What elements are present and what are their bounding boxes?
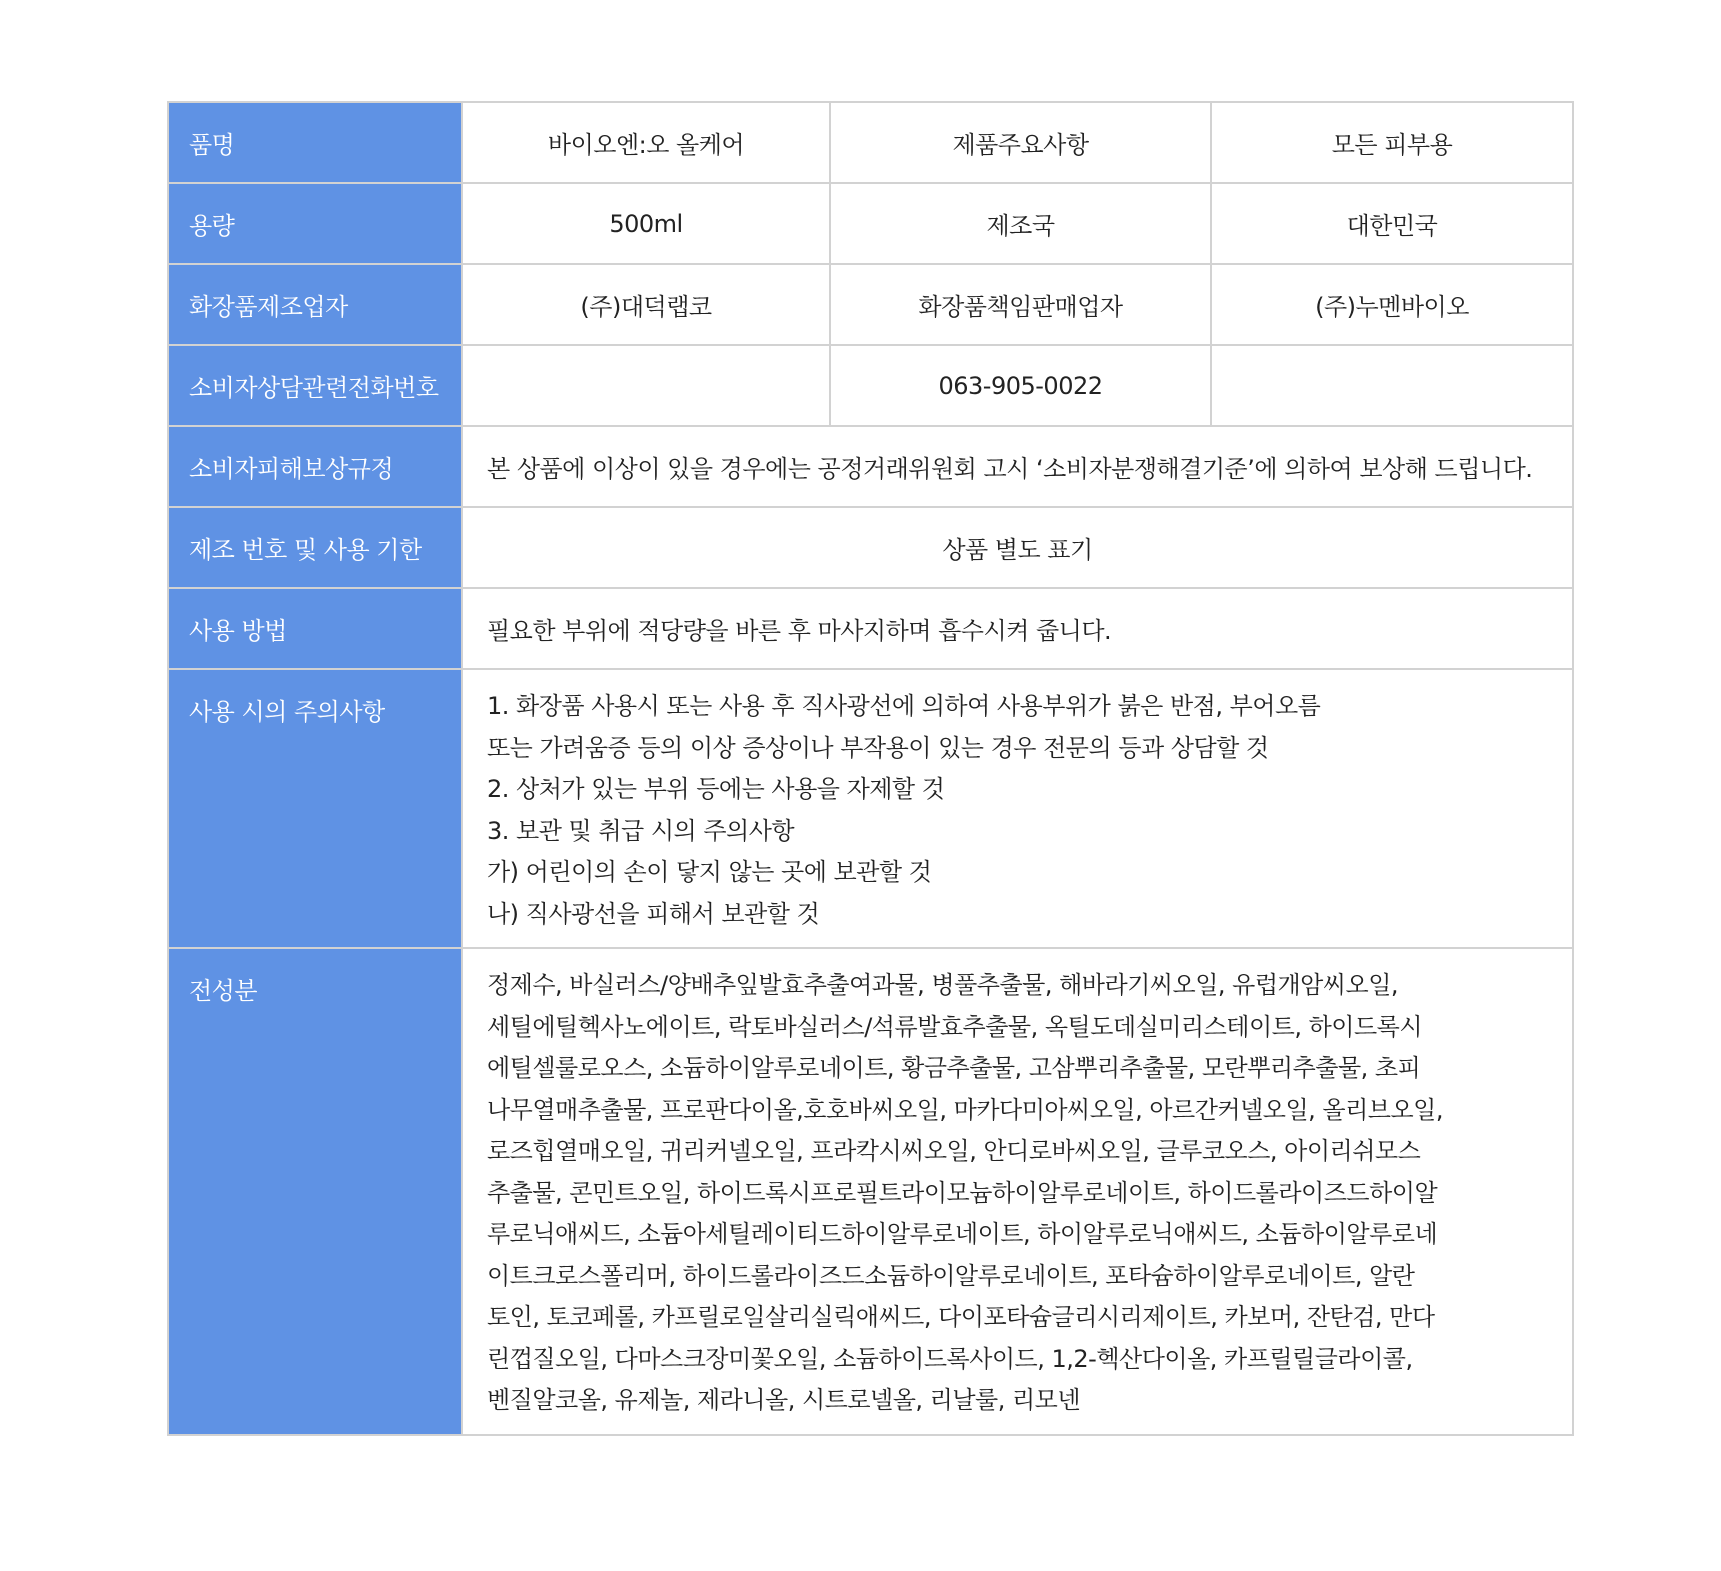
ingredient-line: 정제수, 바실러스/양배추잎발효추출여과물, 병풀추출물, 해바라기씨오일, 유럽개암씨오일, bbox=[487, 971, 1399, 999]
value-compensation: 본 상품에 이상이 있을 경우에는 공정거래위원회 고시 ‘소비자분쟁해결기준’에 의하여 보상해 드립니다. bbox=[462, 426, 1573, 507]
value-volume: 500ml bbox=[462, 183, 830, 264]
value-country: 대한민국 bbox=[1211, 183, 1573, 264]
label-cautions: 사용 시의 주의사항 bbox=[168, 669, 462, 948]
row-cautions bbox=[168, 669, 1573, 948]
row-manufacturer bbox=[168, 264, 1573, 345]
ingredient-line: 세틸에틸헥사노에이트, 락토바실러스/석류발효추출물, 옥틸도데실미리스테이트, 하이드록시 bbox=[487, 1012, 1423, 1041]
caution-line: 1. 화장품 사용시 또는 사용 후 직사광선에 의하여 사용부위가 붉은 반점, 부어오름 bbox=[487, 692, 1321, 720]
label-consumer-phone: 소비자상담관련전화번호 bbox=[168, 345, 462, 426]
caution-line: 나) 직사광선을 피해서 보관할 것 bbox=[487, 899, 820, 928]
row-expiry bbox=[168, 507, 1573, 588]
label-main-feature: 제품주요사항 bbox=[830, 102, 1211, 183]
row-volume bbox=[168, 183, 1573, 264]
row-product-name bbox=[168, 102, 1573, 183]
value-consumer-phone: 063-905-0022 bbox=[830, 345, 1211, 426]
value-distributor: (주)누멘바이오 bbox=[1211, 264, 1573, 345]
row-ingredients bbox=[168, 948, 1573, 1435]
caution-line: 가) 어린이의 손이 닿지 않는 곳에 보관할 것 bbox=[487, 858, 932, 886]
ingredient-line: 추출물, 콘민트오일, 하이드록시프로필트라이모늄하이알루로네이트, 하이드롤라이즈드하이알 bbox=[487, 1178, 1438, 1207]
label-usage: 사용 방법 bbox=[168, 588, 462, 669]
product-info-table bbox=[167, 101, 1574, 1436]
row-consumer-phone bbox=[168, 345, 1573, 426]
value-cautions bbox=[462, 669, 1573, 948]
empty-cell-right bbox=[1211, 345, 1573, 426]
empty-cell-left bbox=[462, 345, 830, 426]
ingredient-line: 토인, 토코페롤, 카프릴로일살리실릭애씨드, 다이포타슘글리시리제이트, 카보머, 잔탄검, 만다 bbox=[487, 1303, 1435, 1331]
value-expiry: 상품 별도 표기 bbox=[462, 507, 1573, 588]
label-expiry: 제조 번호 및 사용 기한 bbox=[168, 507, 462, 588]
label-ingredients: 전성분 bbox=[168, 948, 462, 1435]
label-distributor: 화장품책임판매업자 bbox=[830, 264, 1211, 345]
value-product-name: 바이오엔:오 올케어 bbox=[462, 102, 830, 183]
ingredient-line: 벤질알코올, 유제놀, 제라니올, 시트로넬올, 리날룰, 리모넨 bbox=[487, 1386, 1081, 1414]
value-ingredients bbox=[462, 948, 1573, 1435]
ingredient-line: 에틸셀룰로오스, 소듐하이알루로네이트, 황금추출물, 고삼뿌리추출물, 모란뿌리추출물, 초피 bbox=[487, 1054, 1421, 1082]
value-main-feature: 모든 피부용 bbox=[1211, 102, 1573, 183]
row-usage bbox=[168, 588, 1573, 669]
label-manufacturer: 화장품제조업자 bbox=[168, 264, 462, 345]
ingredient-line: 루로닉애씨드, 소듐아세틸레이티드하이알루로네이트, 하이알루로닉애씨드, 소듐하이알루로네 bbox=[487, 1220, 1438, 1248]
label-volume: 용량 bbox=[168, 183, 462, 264]
caution-line: 2. 상처가 있는 부위 등에는 사용을 자제할 것 bbox=[487, 775, 945, 803]
label-compensation: 소비자피해보상규정 bbox=[168, 426, 462, 507]
caution-line: 또는 가려움증 등의 이상 증상이나 부작용이 있는 경우 전문의 등과 상담할 것 bbox=[487, 733, 1269, 762]
label-country: 제조국 bbox=[830, 183, 1211, 264]
caution-line: 3. 보관 및 취급 시의 주의사항 bbox=[487, 816, 795, 845]
ingredient-line: 이트크로스폴리머, 하이드롤라이즈드소듐하이알루로네이트, 포타슘하이알루로네이트, 알란 bbox=[487, 1261, 1415, 1290]
ingredient-line: 린껍질오일, 다마스크장미꽃오일, 소듐하이드록사이드, 1,2-헥산다이올, 카프릴릴글라이콜, bbox=[487, 1344, 1413, 1373]
row-compensation bbox=[168, 426, 1573, 507]
ingredient-line: 나무열매추출물, 프로판다이올,호호바씨오일, 마카다미아씨오일, 아르간커넬오일, 올리브오일, bbox=[487, 1095, 1443, 1124]
ingredient-line: 로즈힙열매오일, 귀리커넬오일, 프라칵시씨오일, 안디로바씨오일, 글루코오스, 아이리쉬모스 bbox=[487, 1137, 1421, 1165]
value-manufacturer: (주)대덕랩코 bbox=[462, 264, 830, 345]
label-product-name: 품명 bbox=[168, 102, 462, 183]
value-usage: 필요한 부위에 적당량을 바른 후 마사지하며 흡수시켜 줍니다. bbox=[462, 588, 1573, 669]
